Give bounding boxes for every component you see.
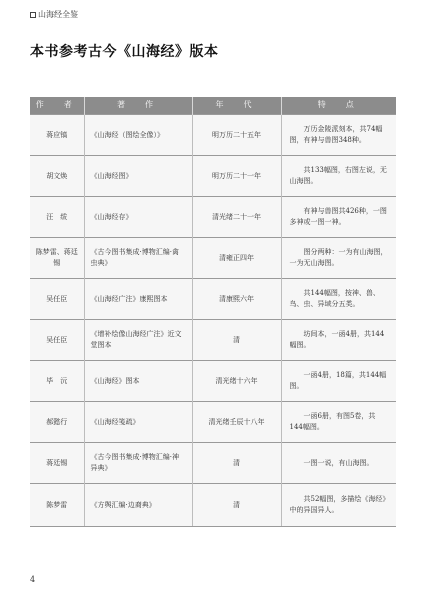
page-title: 本书参考古今《山海经》版本 bbox=[30, 44, 219, 60]
square-icon bbox=[30, 12, 36, 18]
table-header-row bbox=[30, 97, 396, 115]
table-row bbox=[30, 443, 396, 484]
cell-era: 清光绪壬辰十八年 bbox=[192, 402, 281, 443]
cell-features: 一图一说，有山海图。 bbox=[281, 443, 396, 484]
cell-author: 陈梦雷、蒋廷锡 bbox=[30, 238, 84, 279]
cell-features: 坊间本，一函4册，共144幅图。 bbox=[281, 320, 396, 361]
cell-work: 《山海经》图本 bbox=[84, 361, 192, 402]
header-features: 特 点 bbox=[281, 97, 396, 115]
cell-features: 图分两种：一为有山海图，一为无山海图。 bbox=[281, 238, 396, 279]
header-era: 年 代 bbox=[192, 97, 281, 115]
cell-era: 清 bbox=[192, 484, 281, 527]
table-row bbox=[30, 279, 396, 320]
cell-era: 明万历二十一年 bbox=[192, 156, 281, 197]
cell-work: 《方舆汇编·边裔典》 bbox=[84, 484, 192, 527]
cell-features: 一函4册，18篇，共144幅图。 bbox=[281, 361, 396, 402]
versions-table bbox=[30, 97, 396, 527]
cell-author: 蒋廷锡 bbox=[30, 443, 84, 484]
cell-era: 清 bbox=[192, 320, 281, 361]
cell-work: 《古今图书集成·博物汇编·神异典》 bbox=[84, 443, 192, 484]
cell-era: 清雍正四年 bbox=[192, 238, 281, 279]
table-row bbox=[30, 361, 396, 402]
cell-era: 清光绪二十一年 bbox=[192, 197, 281, 238]
cell-work: 《增补绘像山海经广注》近文堂图本 bbox=[84, 320, 192, 361]
header-work: 著 作 bbox=[84, 97, 192, 115]
cell-features: 一函6册，有图5卷，共144幅图。 bbox=[281, 402, 396, 443]
cell-era: 清康熙六年 bbox=[192, 279, 281, 320]
cell-features: 共133幅图，右图左说，无山海图。 bbox=[281, 156, 396, 197]
table-row bbox=[30, 115, 396, 156]
cell-features: 共52幅图，多描绘《海经》中的异国异人。 bbox=[281, 484, 396, 527]
cell-author: 吴任臣 bbox=[30, 320, 84, 361]
cell-work: 《山海经存》 bbox=[84, 197, 192, 238]
header-author: 作 者 bbox=[30, 97, 84, 115]
cell-author: 毕 沅 bbox=[30, 361, 84, 402]
cell-features: 有神与兽图共426种，一图多神或一图一神。 bbox=[281, 197, 396, 238]
cell-author: 郝懿行 bbox=[30, 402, 84, 443]
cell-work: 《山海经笺疏》 bbox=[84, 402, 192, 443]
table-row bbox=[30, 484, 396, 527]
cell-work: 《山海经广注》康熙图本 bbox=[84, 279, 192, 320]
running-head bbox=[30, 9, 78, 20]
table-row bbox=[30, 402, 396, 443]
table-row bbox=[30, 156, 396, 197]
cell-era: 清 bbox=[192, 443, 281, 484]
page-number: 4 bbox=[30, 575, 36, 584]
cell-author: 蒋应镐 bbox=[30, 115, 84, 156]
cell-author: 汪 绂 bbox=[30, 197, 84, 238]
table-row bbox=[30, 320, 396, 361]
cell-author: 胡文焕 bbox=[30, 156, 84, 197]
table-row bbox=[30, 197, 396, 238]
cell-work: 《山海经图》 bbox=[84, 156, 192, 197]
cell-author: 吴任臣 bbox=[30, 279, 84, 320]
cell-features: 万历金陵派刻本，共74幅图，有神与兽图348种。 bbox=[281, 115, 396, 156]
running-head-text: 山海经全鉴 bbox=[38, 10, 78, 19]
cell-era: 清光绪十六年 bbox=[192, 361, 281, 402]
cell-features: 共144幅图，按神、兽、鸟、虫、异域分五类。 bbox=[281, 279, 396, 320]
cell-era: 明万历二十五年 bbox=[192, 115, 281, 156]
table-row bbox=[30, 238, 396, 279]
cell-author: 陈梦雷 bbox=[30, 484, 84, 527]
cell-work: 《古今图书集成·博物汇编·禽虫典》 bbox=[84, 238, 192, 279]
cell-work: 《山海经（图绘全像）》 bbox=[84, 115, 192, 156]
